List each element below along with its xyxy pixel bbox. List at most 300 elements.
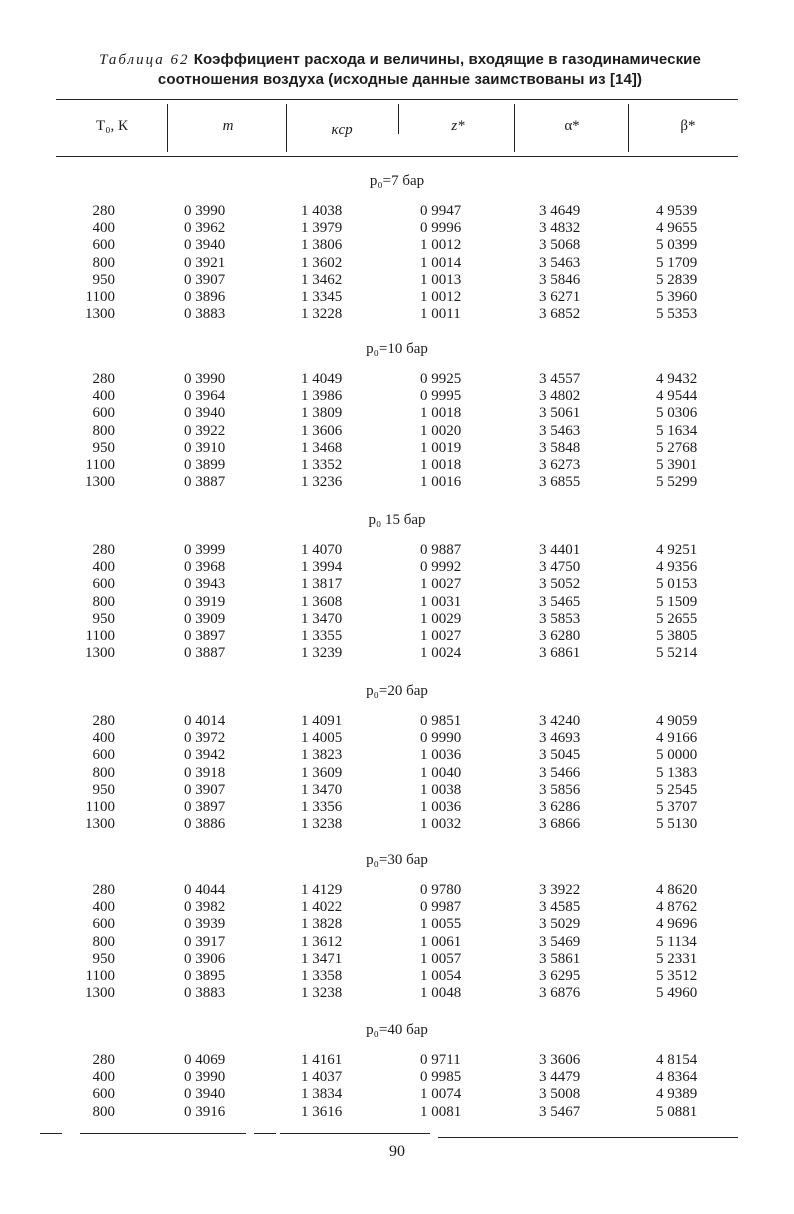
cell-temperature: 1300 — [85, 306, 115, 323]
cell-beta: 5 5353 — [656, 306, 698, 323]
cell-m: 0 3907 — [184, 781, 226, 798]
cell-kappa: 1 3606 — [301, 422, 343, 439]
cell-beta: 4 9356 — [656, 559, 698, 576]
cell-temperature: 600 — [92, 576, 115, 593]
cell-temperature: 800 — [92, 764, 115, 781]
cell-z: 0 9925 — [420, 371, 462, 387]
table-row — [0, 423, 794, 440]
table-row — [0, 576, 794, 593]
table-row — [0, 272, 794, 289]
table-row — [0, 628, 794, 645]
cell-alpha: 3 5466 — [539, 764, 581, 781]
cell-beta: 4 8154 — [656, 1052, 698, 1068]
cell-kappa: 1 3352 — [301, 457, 343, 473]
cell-z: 1 0031 — [420, 593, 462, 610]
cell-temperature: 400 — [92, 899, 115, 916]
cell-alpha: 3 5465 — [539, 593, 581, 610]
cell-m: 0 3897 — [184, 628, 226, 644]
cell-alpha: 3 5846 — [539, 271, 581, 288]
cell-z: 1 0036 — [420, 747, 462, 764]
cell-z: 0 9985 — [420, 1069, 462, 1086]
cell-beta: 5 5299 — [656, 474, 698, 491]
cell-z: 1 0024 — [420, 645, 462, 662]
cell-m: 0 3921 — [184, 254, 226, 271]
cell-m: 0 3910 — [184, 439, 226, 456]
cell-kappa: 1 3238 — [301, 985, 343, 1002]
cell-m: 0 3990 — [184, 1069, 226, 1086]
section-title: p₀=10 бар — [366, 341, 428, 357]
cell-z: 0 9780 — [420, 882, 462, 898]
cell-beta: 5 3805 — [656, 628, 698, 644]
section-title: p₀=7 бар — [369, 173, 425, 189]
cell-alpha: 3 4750 — [539, 559, 581, 576]
cell-kappa: 1 3238 — [301, 816, 343, 833]
cell-m: 0 3999 — [184, 542, 226, 558]
cell-kappa: 1 4022 — [301, 899, 343, 916]
table-row — [0, 255, 794, 272]
cell-beta: 5 5214 — [656, 645, 698, 662]
column-header-m: m — [222, 118, 234, 134]
cell-m: 0 3942 — [184, 747, 226, 764]
cell-kappa: 1 4005 — [301, 730, 343, 747]
cell-m: 0 3982 — [184, 899, 226, 916]
cell-z: 0 9995 — [420, 388, 462, 405]
table-row — [0, 713, 794, 730]
cell-alpha: 3 6861 — [539, 645, 581, 662]
cell-alpha: 3 6280 — [539, 628, 581, 644]
cell-z: 1 0013 — [420, 271, 462, 288]
cell-kappa: 1 4129 — [301, 882, 343, 898]
cell-z: 0 9992 — [420, 559, 462, 576]
section-title: p₀=20 бар — [366, 683, 428, 699]
cell-beta: 5 3901 — [656, 457, 698, 473]
table-row — [0, 542, 794, 559]
cell-temperature: 800 — [92, 933, 115, 950]
cell-alpha: 3 5068 — [539, 237, 581, 254]
cell-z: 1 0040 — [420, 764, 462, 781]
cell-z: 1 0019 — [420, 439, 462, 456]
cell-z: 1 0011 — [420, 306, 461, 323]
cell-beta: 5 2655 — [656, 610, 698, 627]
header-bottom-rule — [56, 156, 738, 157]
cell-beta: 5 1634 — [656, 422, 698, 439]
table-row — [0, 474, 794, 491]
cell-temperature: 800 — [92, 593, 115, 610]
cell-alpha: 3 4585 — [539, 899, 581, 916]
cell-alpha: 3 5848 — [539, 439, 581, 456]
cell-m: 0 3940 — [184, 237, 226, 254]
cell-m: 0 3922 — [184, 422, 226, 439]
cell-temperature: 280 — [92, 542, 115, 558]
cell-kappa: 1 4049 — [301, 371, 343, 387]
cell-beta: 4 9389 — [656, 1086, 698, 1103]
header-top-rule — [56, 99, 738, 100]
section-title: p₀=30 бар — [366, 852, 428, 868]
table-row — [0, 899, 794, 916]
cell-alpha: 3 4479 — [539, 1069, 581, 1086]
table-row — [0, 816, 794, 833]
cell-alpha: 3 5463 — [539, 422, 581, 439]
table-row — [0, 968, 794, 985]
cell-temperature: 950 — [92, 950, 115, 967]
cell-alpha: 3 4401 — [539, 542, 581, 558]
table-row — [0, 594, 794, 611]
cell-temperature: 800 — [92, 254, 115, 271]
page-number: 90 — [389, 1143, 405, 1160]
cell-kappa: 1 4038 — [301, 203, 343, 219]
table-row — [0, 371, 794, 388]
column-header-beta: β* — [680, 118, 696, 134]
cell-kappa: 1 4091 — [301, 713, 343, 729]
cell-alpha: 3 5045 — [539, 747, 581, 764]
cell-kappa: 1 3809 — [301, 405, 343, 422]
table-row — [0, 405, 794, 422]
cell-alpha: 3 5029 — [539, 916, 581, 933]
cell-m: 0 3887 — [184, 645, 226, 662]
cell-m: 0 3887 — [184, 474, 226, 491]
cell-beta: 4 9544 — [656, 388, 698, 405]
cell-z: 1 0061 — [420, 933, 462, 950]
cell-beta: 4 8364 — [656, 1069, 698, 1086]
cell-beta: 5 0881 — [656, 1103, 698, 1120]
cell-m: 0 3990 — [184, 203, 226, 219]
table-row — [0, 747, 794, 764]
cell-temperature: 950 — [92, 439, 115, 456]
header-divider — [167, 104, 168, 152]
cell-m: 0 3883 — [184, 985, 226, 1002]
header-divider — [628, 104, 629, 152]
table-row — [0, 611, 794, 628]
header-divider — [398, 104, 399, 134]
cell-m: 0 3962 — [184, 220, 226, 237]
cell-z: 1 0081 — [420, 1103, 462, 1120]
cell-alpha: 3 6271 — [539, 289, 581, 305]
cell-m: 0 3940 — [184, 1086, 226, 1103]
cell-temperature: 600 — [92, 1086, 115, 1103]
cell-kappa: 1 3355 — [301, 628, 343, 644]
cell-kappa: 1 3228 — [301, 306, 343, 323]
table-row — [0, 289, 794, 306]
cell-m: 0 3968 — [184, 559, 226, 576]
table-row — [0, 440, 794, 457]
cell-m: 0 3895 — [184, 968, 226, 984]
cell-beta: 5 3707 — [656, 799, 698, 815]
cell-kappa: 1 3823 — [301, 747, 343, 764]
cell-z: 1 0020 — [420, 422, 462, 439]
footer-rule — [280, 1133, 430, 1134]
cell-m: 0 4014 — [184, 713, 226, 729]
table-row — [0, 388, 794, 405]
cell-temperature: 1100 — [85, 628, 115, 644]
header-divider — [286, 104, 287, 152]
cell-alpha: 3 3606 — [539, 1052, 581, 1068]
table-row — [0, 237, 794, 254]
cell-z: 1 0027 — [420, 628, 462, 644]
cell-alpha: 3 4832 — [539, 220, 581, 237]
cell-z: 1 0048 — [420, 985, 462, 1002]
section-title: p₀=40 бар — [366, 1022, 428, 1038]
cell-m: 0 4069 — [184, 1052, 226, 1068]
cell-beta: 5 1134 — [656, 933, 697, 950]
cell-kappa: 1 3602 — [301, 254, 343, 271]
cell-beta: 5 1509 — [656, 593, 698, 610]
table-row — [0, 916, 794, 933]
cell-alpha: 3 5463 — [539, 254, 581, 271]
cell-kappa: 1 3817 — [301, 576, 343, 593]
cell-beta: 5 0306 — [656, 405, 698, 422]
cell-alpha: 3 5467 — [539, 1103, 581, 1120]
cell-temperature: 800 — [92, 1103, 115, 1120]
cell-kappa: 1 3806 — [301, 237, 343, 254]
table-row — [0, 951, 794, 968]
table-row — [0, 306, 794, 323]
cell-temperature: 1100 — [85, 968, 115, 984]
cell-kappa: 1 3612 — [301, 933, 343, 950]
cell-m: 0 3972 — [184, 730, 226, 747]
cell-beta: 5 1383 — [656, 764, 698, 781]
cell-beta: 5 1709 — [656, 254, 698, 271]
cell-beta: 5 2768 — [656, 439, 698, 456]
cell-z: 0 9711 — [420, 1052, 461, 1068]
column-header-alpha: α* — [564, 118, 580, 134]
cell-beta: 4 9166 — [656, 730, 698, 747]
cell-alpha: 3 6866 — [539, 816, 581, 833]
cell-temperature: 280 — [92, 713, 115, 729]
cell-beta: 4 9696 — [656, 916, 698, 933]
cell-m: 0 3899 — [184, 457, 226, 473]
cell-m: 0 3886 — [184, 816, 226, 833]
cell-beta: 5 3512 — [656, 968, 698, 984]
cell-kappa: 1 3608 — [301, 593, 343, 610]
cell-alpha: 3 6286 — [539, 799, 581, 815]
cell-z: 1 0029 — [420, 610, 462, 627]
cell-beta: 4 9251 — [656, 542, 698, 558]
cell-beta: 4 9432 — [656, 371, 698, 387]
table-caption — [40, 50, 760, 90]
column-header-temperature: T₀, К — [96, 118, 128, 134]
cell-kappa: 1 3986 — [301, 388, 343, 405]
cell-alpha: 3 6855 — [539, 474, 581, 491]
cell-kappa: 1 3979 — [301, 220, 343, 237]
cell-temperature: 280 — [92, 371, 115, 387]
cell-kappa: 1 3236 — [301, 474, 343, 491]
caption-line-2: соотношения воздуха (исходные данные заимствованы из [14]) — [157, 71, 643, 88]
table-row — [0, 1104, 794, 1121]
table-row — [0, 1086, 794, 1103]
cell-kappa: 1 3609 — [301, 764, 343, 781]
cell-m: 0 3918 — [184, 764, 226, 781]
cell-z: 0 9887 — [420, 542, 462, 558]
cell-z: 1 0018 — [420, 457, 462, 473]
cell-z: 1 0016 — [420, 474, 462, 491]
cell-kappa: 1 3616 — [301, 1103, 343, 1120]
cell-beta: 4 9655 — [656, 220, 698, 237]
cell-temperature: 400 — [92, 220, 115, 237]
footer-rule — [438, 1137, 738, 1138]
cell-alpha: 3 6876 — [539, 985, 581, 1002]
cell-m: 0 3907 — [184, 271, 226, 288]
cell-temperature: 280 — [92, 203, 115, 219]
cell-temperature: 1300 — [85, 816, 115, 833]
cell-temperature: 950 — [92, 610, 115, 627]
cell-m: 0 3896 — [184, 289, 226, 305]
cell-kappa: 1 3462 — [301, 271, 343, 288]
table-row — [0, 559, 794, 576]
cell-temperature: 400 — [92, 1069, 115, 1086]
table-row — [0, 934, 794, 951]
cell-temperature: 600 — [92, 405, 115, 422]
cell-z: 1 0012 — [420, 237, 462, 254]
cell-temperature: 1100 — [85, 799, 115, 815]
table-number: Таблица 62 — [99, 52, 190, 68]
column-header-z: z* — [451, 118, 465, 134]
cell-z: 0 9990 — [420, 730, 462, 747]
table-row — [0, 799, 794, 816]
cell-temperature: 800 — [92, 422, 115, 439]
cell-alpha: 3 3922 — [539, 882, 581, 898]
cell-m: 0 4044 — [184, 882, 226, 898]
cell-beta: 5 3960 — [656, 289, 698, 305]
cell-beta: 5 2545 — [656, 781, 698, 798]
cell-alpha: 3 5853 — [539, 610, 581, 627]
cell-beta: 5 0153 — [656, 576, 698, 593]
cell-beta: 5 2331 — [656, 950, 698, 967]
table-row — [0, 1069, 794, 1086]
cell-z: 1 0018 — [420, 405, 462, 422]
cell-kappa: 1 3470 — [301, 610, 343, 627]
cell-temperature: 1300 — [85, 645, 115, 662]
caption-line-1: Коэффициент расхода и величины, входящие в газодинамические — [193, 51, 701, 68]
cell-alpha: 3 4557 — [539, 371, 581, 387]
cell-z: 1 0014 — [420, 254, 462, 271]
cell-z: 0 9996 — [420, 220, 462, 237]
column-header-kappa: κср — [331, 122, 353, 138]
cell-m: 0 3917 — [184, 933, 226, 950]
footer-rule — [254, 1133, 276, 1134]
cell-m: 0 3919 — [184, 593, 226, 610]
cell-kappa: 1 3468 — [301, 439, 343, 456]
cell-beta: 5 0399 — [656, 237, 698, 254]
cell-m: 0 3916 — [184, 1103, 226, 1120]
cell-z: 1 0054 — [420, 968, 462, 984]
cell-m: 0 3964 — [184, 388, 226, 405]
cell-temperature: 1100 — [85, 457, 115, 473]
table-row — [0, 457, 794, 474]
cell-alpha: 3 6273 — [539, 457, 581, 473]
table-row — [0, 882, 794, 899]
cell-temperature: 1100 — [85, 289, 115, 305]
cell-temperature: 400 — [92, 730, 115, 747]
cell-kappa: 1 3358 — [301, 968, 343, 984]
cell-beta: 5 2839 — [656, 271, 698, 288]
cell-temperature: 1300 — [85, 985, 115, 1002]
cell-kappa: 1 3239 — [301, 645, 343, 662]
cell-alpha: 3 4693 — [539, 730, 581, 747]
cell-kappa: 1 3470 — [301, 781, 343, 798]
table-row — [0, 782, 794, 799]
cell-z: 1 0036 — [420, 799, 462, 815]
cell-alpha: 3 6295 — [539, 968, 581, 984]
cell-z: 1 0074 — [420, 1086, 462, 1103]
cell-alpha: 3 4802 — [539, 388, 581, 405]
cell-alpha: 3 5856 — [539, 781, 581, 798]
footer-rule — [80, 1133, 246, 1134]
cell-temperature: 400 — [92, 388, 115, 405]
cell-alpha: 3 5469 — [539, 933, 581, 950]
cell-alpha: 3 6852 — [539, 306, 581, 323]
table-row — [0, 765, 794, 782]
cell-beta: 4 8620 — [656, 882, 698, 898]
cell-temperature: 950 — [92, 781, 115, 798]
cell-z: 0 9851 — [420, 713, 462, 729]
cell-temperature: 1300 — [85, 474, 115, 491]
table-row — [0, 730, 794, 747]
cell-temperature: 280 — [92, 882, 115, 898]
cell-z: 0 9987 — [420, 899, 462, 916]
cell-m: 0 3883 — [184, 306, 226, 323]
cell-temperature: 400 — [92, 559, 115, 576]
cell-z: 1 0057 — [420, 950, 462, 967]
cell-m: 0 3909 — [184, 610, 226, 627]
cell-temperature: 280 — [92, 1052, 115, 1068]
cell-kappa: 1 3471 — [301, 950, 343, 967]
cell-alpha: 3 5861 — [539, 950, 581, 967]
cell-alpha: 3 4240 — [539, 713, 581, 729]
cell-alpha: 3 4649 — [539, 203, 581, 219]
cell-kappa: 1 4161 — [301, 1052, 343, 1068]
section-title: p₀ 15 бар — [368, 512, 426, 528]
cell-kappa: 1 4037 — [301, 1069, 343, 1086]
header-divider — [514, 104, 515, 152]
cell-z: 1 0038 — [420, 781, 462, 798]
cell-temperature: 950 — [92, 271, 115, 288]
cell-z: 1 0055 — [420, 916, 462, 933]
cell-alpha: 3 5052 — [539, 576, 581, 593]
cell-kappa: 1 3345 — [301, 289, 343, 305]
cell-beta: 4 9059 — [656, 713, 698, 729]
cell-z: 0 9947 — [420, 203, 462, 219]
cell-alpha: 3 5008 — [539, 1086, 581, 1103]
table-row — [0, 220, 794, 237]
table-row — [0, 203, 794, 220]
cell-m: 0 3940 — [184, 405, 226, 422]
cell-beta: 4 9539 — [656, 203, 698, 219]
cell-z: 1 0032 — [420, 816, 462, 833]
table-row — [0, 985, 794, 1002]
cell-alpha: 3 5061 — [539, 405, 581, 422]
cell-m: 0 3897 — [184, 799, 226, 815]
cell-kappa: 1 4070 — [301, 542, 343, 558]
cell-temperature: 600 — [92, 747, 115, 764]
cell-temperature: 600 — [92, 916, 115, 933]
table-row — [0, 1052, 794, 1069]
cell-kappa: 1 3834 — [301, 1086, 343, 1103]
cell-m: 0 3943 — [184, 576, 226, 593]
cell-temperature: 600 — [92, 237, 115, 254]
cell-z: 1 0027 — [420, 576, 462, 593]
cell-beta: 5 4960 — [656, 985, 698, 1002]
cell-beta: 5 5130 — [656, 816, 698, 833]
cell-kappa: 1 3356 — [301, 799, 343, 815]
footer-rule — [40, 1133, 62, 1134]
table-row — [0, 645, 794, 662]
cell-z: 1 0012 — [420, 289, 462, 305]
cell-beta: 5 0000 — [656, 747, 698, 764]
cell-m: 0 3906 — [184, 950, 226, 967]
cell-beta: 4 8762 — [656, 899, 698, 916]
cell-kappa: 1 3828 — [301, 916, 343, 933]
cell-kappa: 1 3994 — [301, 559, 343, 576]
